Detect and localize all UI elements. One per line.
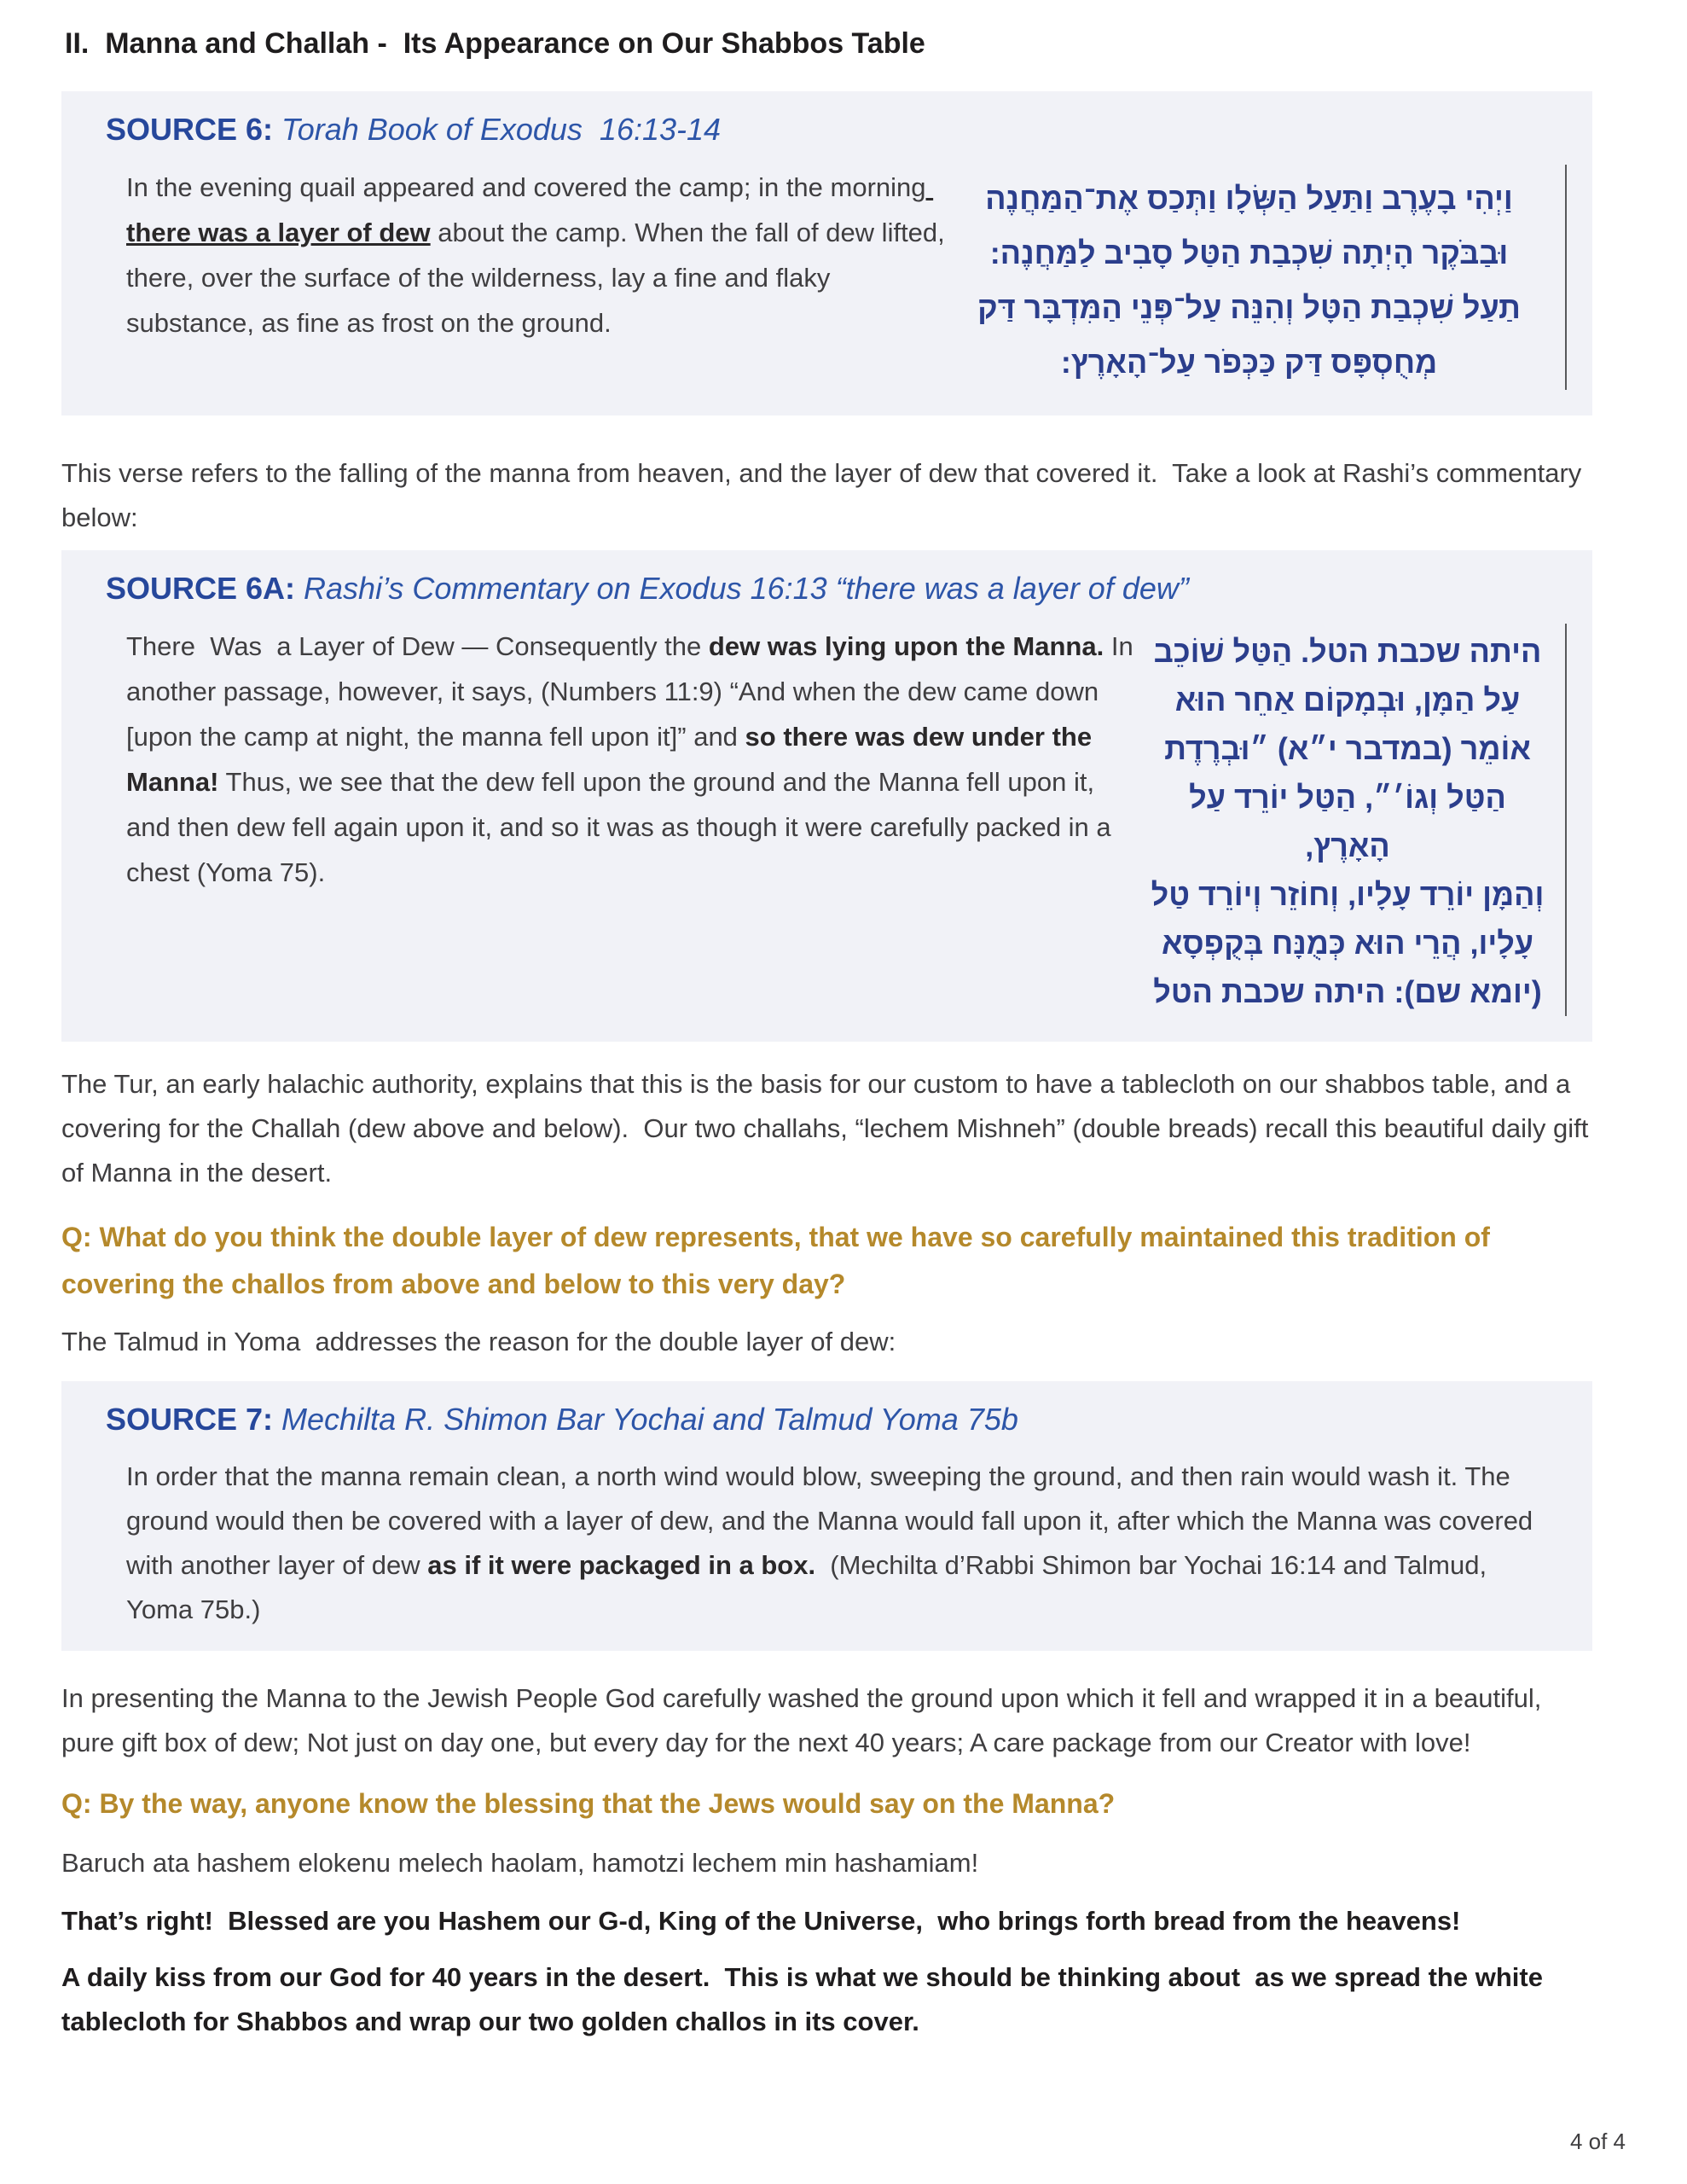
source-7-label: SOURCE 7: (106, 1402, 274, 1437)
text-segment-bold-underline: there was a layer of dew (126, 172, 934, 247)
page-number: 4 of 4 (1569, 2129, 1626, 2154)
hebrew-line: עַל הַמָּן, וּבְמָקוֹם אַחֵר הוּא (1174, 682, 1521, 717)
body-paragraph-gift-box: In presenting the Manna to the Jewish People God carefully washed the ground upon which it fell and wrapped it in a beautiful, pure gift box of dew; Not just on day one, but every day for the next 40 years; A care package from our Creator with love! (61, 1683, 1550, 1757)
text-segment: (Mechilta d’Rabbi Shimon bar Yochai 16:14 and Talmud, Yoma 75b.) (126, 1550, 1494, 1624)
text-segment: In the evening quail appeared and covered the camp; in the morning (126, 172, 926, 202)
body-paragraph-thats-right: That’s right! Blessed are you Hashem our G-d, King of the Universe, who brings forth bread from the heavens! (61, 1906, 1461, 1936)
source-6a-columns (106, 624, 1567, 1016)
source-7-title: Mechilta R. Shimon Bar Yochai and Talmud Yoma 75b (273, 1402, 1018, 1437)
source-6a-english-text (106, 624, 1142, 1016)
source-7-box (61, 1381, 1592, 1651)
text-segment: There Was a Layer of Dew — Consequently the (126, 631, 709, 661)
text-segment-bold: so there was dew under the Manna! (126, 722, 1099, 797)
hebrew-line: הַטַּל וְגוֹ׳״, הַטַּל יוֹרֵד עַל הָאָרֶץ, (1189, 780, 1506, 863)
source-6a-header (106, 571, 1567, 607)
hebrew-line: וְהַמָּן יוֹרֵד עָלָיו, וְחוֹזֵר וְיוֹרֵד טַל (1151, 877, 1545, 912)
body-paragraph-daily-kiss: A daily kiss from our God for 40 years in the desert. This is what we should be thinking about as we spread the white tablecloth for Shabbos and wrap our two golden challos in its cover. (61, 1962, 1551, 2036)
body-paragraph-baruch: Baruch ata hashem elokenu melech haolam, hamotzi lechem min hashamiam! (61, 1848, 979, 1878)
text-segment: In order that the manna remain clean, a north wind would blow, sweeping the ground, and then rain would wash it. The ground would then be covered with a layer of dew, and the Manna would fall upon it, after which the Manna was covered with another layer of dew (126, 1461, 1540, 1580)
body-paragraph-tur: The Tur, an early halachic authority, explains that this is the basis for our custom to have a tablecloth on our shabbos table, and a covering for the Challah (dew above and below). Our two challahs, “lechem Mishneh” (double breads) recall this beautiful daily gift of Manna in the desert. (61, 1069, 1596, 1188)
source-7-header (106, 1402, 1567, 1438)
hebrew-line: תַעַל שִׁכְבַת הַטָּל וְהִנֵּה עַל־פְּנֵי הַמִּדְבָּר דַּק (977, 290, 1521, 325)
source-6a-box (61, 550, 1592, 1042)
text-segment: Thus, we see that the dew fell upon the ground and the Manna fell upon it, and then dew fell again upon it, and so it was as though it were carefully packed in a chest (Yoma 75). (126, 767, 1119, 887)
hebrew-line: עָלָיו, הֲרֵי הוּא כְּמֻנָּח בְּקֻפְסָא (1161, 926, 1534, 961)
source-6-header (106, 112, 1567, 148)
source-7-columns (106, 1455, 1567, 1632)
hebrew-line: מְחֻסְפָּס דַּק כַּכְּפֹר עַל־הָאָרֶץ: (1060, 345, 1438, 380)
source-6a-label: SOURCE 6A: (106, 571, 296, 606)
hebrew-line: וּבַבֹּקֶר הָיְתָה שִׁכְבַת הַטַּל סָבִיב לַמַּחֲנֶה: (989, 235, 1509, 270)
body-paragraph-intro-rashi: This verse refers to the falling of the manna from heaven, and the layer of dew that covered it. Take a look at Rashi’s commentary below: (61, 458, 1589, 532)
hebrew-line: אוֹמֵר (במדבר י״א) ״וּבְרֶדֶת (1164, 731, 1531, 766)
source-6-title: Torah Book of Exodus 16:13-14 (273, 112, 722, 147)
hebrew-line: וַיְהִי בָעֶרֶב וַתַּעַל הַשְּׂלָו וַתְּכַס אֶת־הַמַּחֲנֶה (985, 181, 1513, 216)
source-6a-title: Rashi’s Commentary on Exodus 16:13 “there was a layer of dew” (295, 571, 1189, 606)
source-6-box (61, 91, 1592, 415)
hebrew-line: (יומא שם): היתה שכבת הטל (1153, 974, 1542, 1009)
hebrew-line: היתה שכבת הטל. הַטַּל שׁוֹכֵב (1153, 634, 1542, 669)
page-title: II. Manna and Challah - Its Appearance on Our Shabbos Table (65, 27, 925, 60)
text-segment-bold: as if it were packaged in a box. (427, 1550, 816, 1580)
body-paragraph-talmud-yoma: The Talmud in Yoma addresses the reason for the double layer of dew: (61, 1327, 896, 1356)
text-segment-bold: dew was lying upon the Manna. (708, 631, 1104, 661)
source-6-columns (106, 165, 1567, 390)
source-6a-hebrew-text (1142, 624, 1567, 1016)
question-paragraph-double-dew: Q: What do you think the double layer of dew represents, that we have so carefully maintained this tradition of covering the challos from above and below to this very day? (61, 1222, 1498, 1299)
source-6-label: SOURCE 6: (106, 112, 274, 147)
text-segment: about the camp. When the fall of dew lifted, there, over the surface of the wilderness, lay a fine and flaky substance, as fine as frost on the ground. (126, 218, 953, 338)
source-6-english-text (106, 165, 953, 390)
source-6-hebrew-text (950, 165, 1567, 390)
text-segment: In another passage, however, it says, (Numbers 11:9) “And when the dew came down [upon the camp at night, the manna fell upon it]” and (126, 631, 1141, 752)
source-7-english-text (106, 1455, 1547, 1632)
question-paragraph-blessing: Q: By the way, anyone know the blessing that the Jews would say on the Manna? (61, 1788, 1116, 1819)
